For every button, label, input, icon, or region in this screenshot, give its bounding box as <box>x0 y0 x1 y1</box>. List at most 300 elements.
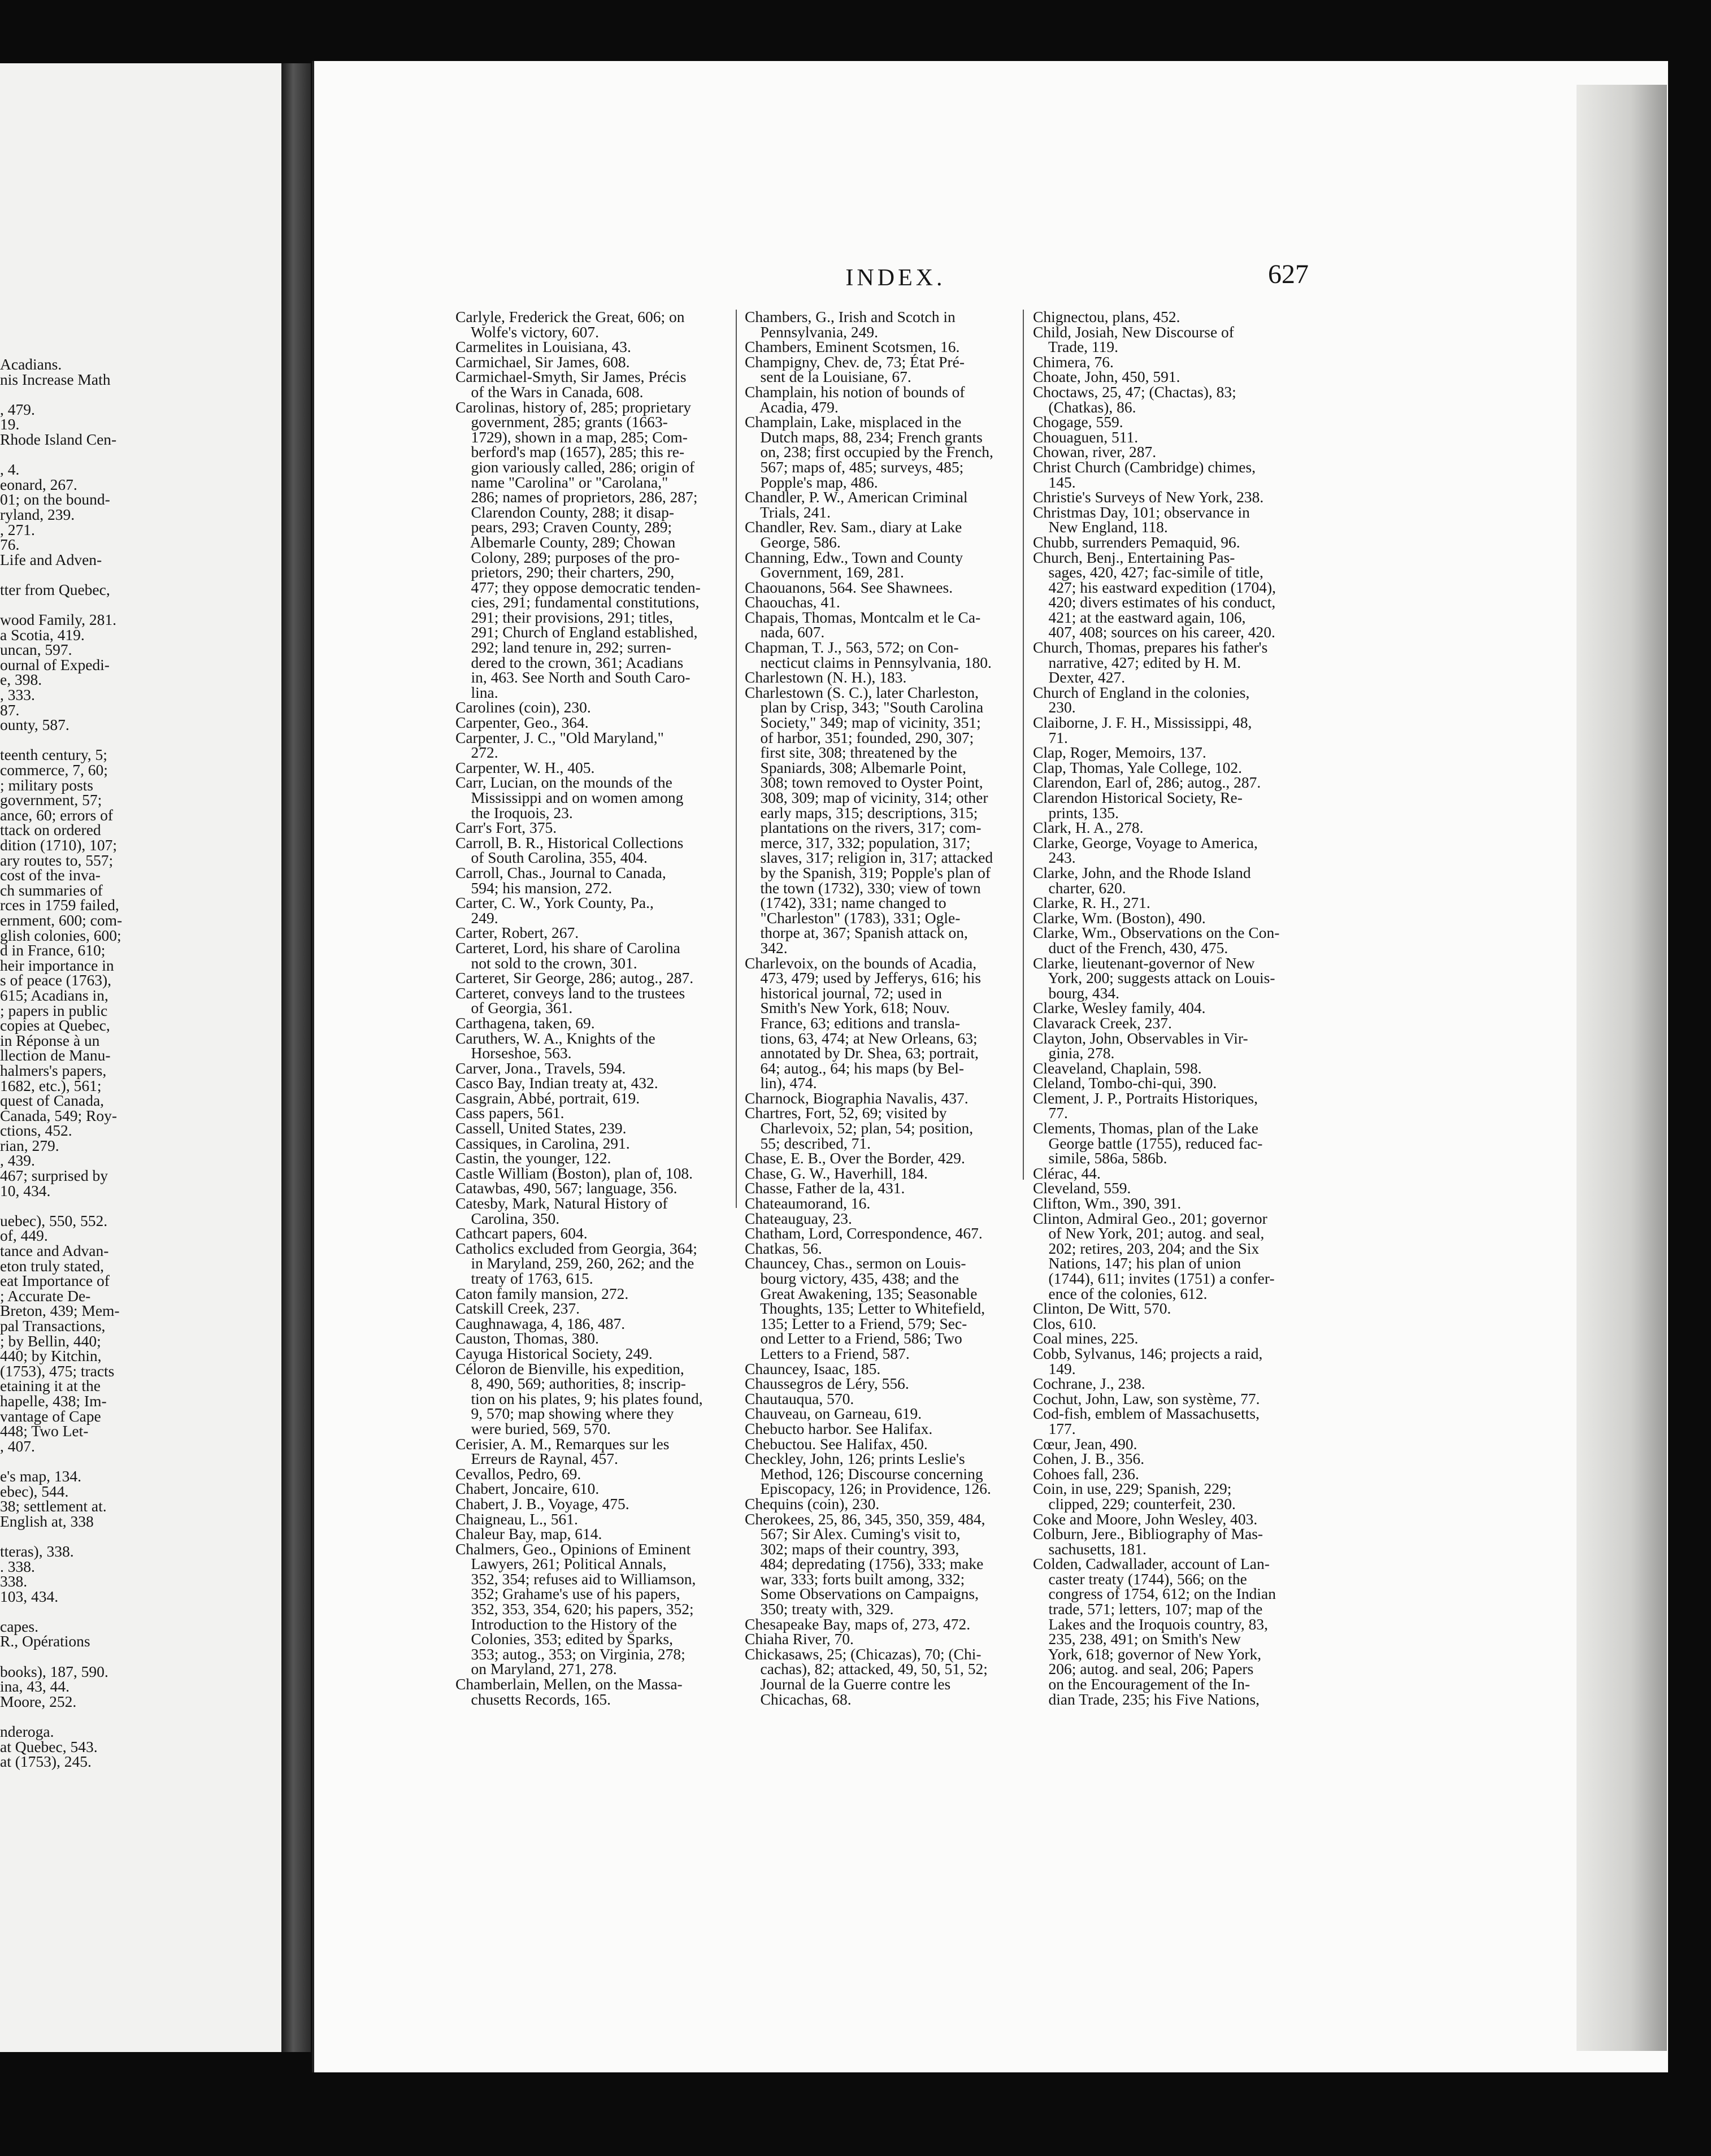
left-page-line: dition (1710), 107; <box>0 836 118 854</box>
index-entry-line: Albemarle County, 289; Chowan <box>455 533 676 551</box>
index-entry-line: Chouaguen, 511. <box>1033 428 1139 446</box>
left-page-line: 440; by Kitchin, <box>0 1347 102 1365</box>
index-entry-line: treaty of 1763, 615. <box>455 1270 593 1287</box>
index-entry-line: Erreurs de Raynal, 457. <box>455 1450 618 1468</box>
index-entry-line: Chauncey, Chas., sermon on Louis- <box>745 1254 966 1272</box>
index-entry-line: sages, 420, 427; fac-simile of title, <box>1033 563 1263 581</box>
index-entry-line: Cochrane, J., 238. <box>1033 1375 1145 1393</box>
index-entry-line: (1742), 331; name changed to <box>745 894 946 912</box>
left-page-line: pal Transactions, <box>0 1317 106 1335</box>
index-entry-line: Clarendon Historical Society, Re- <box>1033 789 1243 806</box>
index-entry-line: Charlevoix, 52; plan, 54; position, <box>745 1119 974 1137</box>
left-page-line: a Scotia, 419. <box>0 625 85 644</box>
index-entry-line: Christie's Surveys of New York, 238. <box>1033 488 1264 506</box>
index-entry-line: 8, 490, 569; authorities, 8; inscrip- <box>455 1375 686 1393</box>
index-entry-line: Causton, Thomas, 380. <box>455 1329 599 1348</box>
index-entry-line: 484; depredating (1756), 333; make <box>745 1555 984 1573</box>
index-entry-line: Carthagena, taken, 69. <box>455 1014 595 1032</box>
index-entry-line: 352, 353, 354, 620; his papers, 352; <box>455 1600 694 1618</box>
index-entry-line: Chequins (coin), 230. <box>745 1494 880 1512</box>
left-page-line: , 479. <box>0 400 35 418</box>
left-page-line: ounty, 587. <box>0 716 70 734</box>
index-entry-line: necticut claims in Pennsylvania, 180. <box>745 653 992 671</box>
index-entry-line: Mississippi and on women among <box>455 789 684 806</box>
index-entry-line: (1744), 611; invites (1751) a confer- <box>1033 1270 1275 1287</box>
index-entry-line: Child, Josiah, New Discourse of <box>1033 323 1234 341</box>
index-entry-line: first site, 308; threatened by the <box>745 744 957 762</box>
index-entry-line: 135; Letter to a Friend, 579; Sec- <box>745 1314 967 1332</box>
index-entry-line: Chauveau, on Garneau, 619. <box>745 1405 922 1423</box>
index-entry-line: Cleland, Tombo-chi-qui, 390. <box>1033 1074 1217 1092</box>
left-page-line: capes. <box>0 1617 38 1635</box>
left-page-line: . 338. <box>0 1557 35 1575</box>
index-entry-line: tion on his plates, 9; his plates found, <box>455 1389 703 1407</box>
left-page-line: e's map, 134. <box>0 1467 81 1485</box>
index-entry-line: Channing, Edw., Town and County <box>745 548 963 566</box>
index-entry-line: berford's map (1657), 285; this re- <box>455 443 685 461</box>
index-entry-line: sachusetts, 181. <box>1033 1540 1147 1558</box>
left-page-line: , 333. <box>0 686 35 704</box>
left-page-line: 448; Two Let- <box>0 1422 89 1440</box>
index-entry-line: Cassell, United States, 239. <box>455 1119 627 1137</box>
index-entry-line: Chase, E. B., Over the Border, 429. <box>745 1149 965 1167</box>
index-entry-line: Chandler, Rev. Sam., diary at Lake <box>745 518 962 536</box>
index-entry-line: 206; autog. and seal, 206; Papers <box>1033 1660 1254 1678</box>
index-entry-line: Chebucto harbor. See Halifax. <box>745 1419 933 1437</box>
index-entry-line: Acadia, 479. <box>745 398 839 416</box>
index-entry-line: Carroll, Chas., Journal to Canada, <box>455 863 666 881</box>
index-entry-line: on the Encouragement of the In- <box>1033 1675 1250 1693</box>
index-entry-line: 302; maps of their country, 393, <box>745 1540 959 1558</box>
index-entry-line: Chiaha River, 70. <box>745 1630 854 1648</box>
index-entry-line: Smith's New York, 618; Nouv. <box>745 999 950 1017</box>
index-entry-line: 291; their provisions, 291; titles, <box>455 608 673 626</box>
index-entry-line: Clarke, lieutenant-governor of New <box>1033 954 1255 972</box>
index-entry-line: Chateauguay, 23. <box>745 1209 852 1227</box>
index-entry-line: Trade, 119. <box>1033 338 1119 356</box>
index-entry-line: Clayton, John, Observables in Vir- <box>1033 1029 1248 1047</box>
index-entry-line: 235, 238, 491; on Smith's New <box>1033 1630 1241 1648</box>
index-entry-line: Coke and Moore, John Wesley, 403. <box>1033 1510 1258 1528</box>
index-entry-line: Clos, 610. <box>1033 1314 1097 1332</box>
index-entry-line: 202; retires, 203, 204; and the Six <box>1033 1239 1260 1257</box>
index-entry-line: Chebuctou. See Halifax, 450. <box>745 1435 928 1453</box>
left-page-line: 19. <box>0 415 20 433</box>
index-entry-line: Cobb, Sylvanus, 146; projects a raid, <box>1033 1344 1263 1362</box>
page-number: 627 <box>1268 259 1309 289</box>
index-entry-line: in, 463. See North and South Caro- <box>455 668 691 686</box>
index-entry-line: Carlyle, Frederick the Great, 606; on <box>455 308 685 325</box>
index-entry-line: Chautauqua, 570. <box>745 1389 854 1407</box>
index-entry-line: Chicachas, 68. <box>745 1690 852 1708</box>
index-entry-line: Clérac, 44. <box>1033 1164 1101 1182</box>
index-entry-line: Chartres, Fort, 52, 69; visited by <box>745 1104 947 1122</box>
index-entry-line: 352; Grahame's use of his papers, <box>455 1585 680 1603</box>
index-entry-line: government, 285; grants (1663- <box>455 413 668 431</box>
left-page-line: 103, 434. <box>0 1587 59 1605</box>
index-entry-line: York, 618; governor of New York, <box>1033 1645 1262 1663</box>
left-page-line <box>0 1454 271 1469</box>
index-entry-line: by the Spanish, 319; Popple's plan of <box>745 863 991 881</box>
index-entry-line: 149. <box>1033 1359 1076 1377</box>
left-page-line: , 4. <box>0 460 20 479</box>
index-entry-line: York, 200; suggests attack on Louis- <box>1033 969 1275 987</box>
index-entry-line: Trials, 241. <box>745 503 831 521</box>
left-page-line <box>0 1198 271 1214</box>
index-entry-line: Carpenter, W. H., 405. <box>455 758 595 776</box>
index-entry-line: war, 333; forts built among, 332; <box>745 1570 965 1588</box>
index-entry-line: 249. <box>455 909 498 927</box>
index-entry-line: Champlain, Lake, misplaced in the <box>745 413 962 431</box>
index-entry-line: of South Carolina, 355, 404. <box>455 849 648 867</box>
left-page-line: eonard, 267. <box>0 475 77 493</box>
index-entry-line: 71. <box>1033 728 1068 746</box>
index-entry-line: nada, 607. <box>745 623 825 641</box>
left-page-line: ryland, 239. <box>0 505 75 523</box>
left-page-line: tter from Quebec, <box>0 580 110 598</box>
left-page-line: at (1753), 245. <box>0 1753 92 1771</box>
left-page-line: rian, 279. <box>0 1136 59 1154</box>
index-entry-line: Colonies, 353; edited by Sparks, <box>455 1630 673 1648</box>
column-divider <box>736 310 737 1208</box>
index-entry-line: Chauncey, Isaac, 185. <box>745 1359 881 1377</box>
index-entry-line: Carter, C. W., York County, Pa., <box>455 894 654 912</box>
index-entry-line: Chasse, Father de la, 431. <box>745 1179 905 1197</box>
index-entry-line: Céloron de Bienville, his expedition, <box>455 1359 684 1377</box>
index-entry-line: 477; they oppose democratic tenden- <box>455 578 701 596</box>
index-entry-line: New England, 118. <box>1033 518 1168 536</box>
index-entry-line: Catholics excluded from Georgia, 364; <box>455 1239 697 1257</box>
index-entry-line: Church, Thomas, prepares his father's <box>1033 638 1268 657</box>
left-page-line: in Réponse à un <box>0 1031 100 1049</box>
left-page-line: , 271. <box>0 520 35 538</box>
index-entry-line: plan by Crisp, 343; "South Carolina <box>745 698 984 716</box>
index-entry-line: Carolines (coin), 230. <box>455 698 591 716</box>
left-page-line: s of peace (1763), <box>0 971 111 989</box>
left-page-line: ary routes to, 557; <box>0 851 114 869</box>
index-entry-line: 272. <box>455 744 498 762</box>
index-entry-line: Champlain, his notion of bounds of <box>745 382 965 401</box>
index-entry-line: prietors, 290; their charters, 290, <box>455 563 675 581</box>
book-gutter-shadow <box>281 63 311 2052</box>
index-entry-line: Chase, G. W., Haverhill, 184. <box>745 1164 928 1182</box>
index-entry-line: Chatham, Lord, Correspondence, 467. <box>745 1224 983 1242</box>
left-page-line <box>0 447 271 463</box>
index-entry-line: Chaigneau, L., 561. <box>455 1510 578 1528</box>
index-column-1 <box>455 310 727 1707</box>
index-entry-line: Carmelites in Louisiana, 43. <box>455 338 631 356</box>
index-entry-line: Christmas Day, 101; observance in <box>1033 503 1250 521</box>
index-entry-line: 473, 479; used by Jefferys, 616; his <box>745 969 982 987</box>
left-page-line: 76. <box>0 536 20 554</box>
left-page-line: (1753), 475; tracts <box>0 1362 115 1380</box>
index-entry-line: of Georgia, 361. <box>455 999 573 1017</box>
index-entry-line: 353; autog., 353; on Virginia, 278; <box>455 1645 685 1663</box>
index-entry-line: tions, 63, 474; at New Orleans, 63; <box>745 1029 978 1047</box>
index-entry-line: 407, 408; sources on his career, 420. <box>1033 623 1275 641</box>
index-entry-line: bourg, 434. <box>1033 984 1120 1002</box>
left-page-line: , 407. <box>0 1437 35 1455</box>
index-entry-line: Charnock, Biographia Navalis, 437. <box>745 1089 969 1107</box>
column-divider <box>1023 310 1024 1180</box>
index-entry-line: ond Letter to a Friend, 586; Two <box>745 1329 962 1348</box>
index-entry-line: Great Awakening, 135; Seasonable <box>745 1284 978 1302</box>
index-entry-line: Clement, J. P., Portraits Historiques, <box>1033 1089 1258 1107</box>
index-entry-line: Caton family mansion, 272. <box>455 1284 629 1302</box>
left-page-line: cost of the inva- <box>0 866 101 884</box>
index-entry-line: Chogage, 559. <box>1033 413 1123 431</box>
index-entry-line: Coin, in use, 229; Spanish, 229; <box>1033 1480 1232 1498</box>
left-page-line: eat Importance of <box>0 1272 110 1290</box>
left-page-line: government, 57; <box>0 791 102 809</box>
index-entry-line: Cerisier, A. M., Remarques sur les <box>455 1435 670 1453</box>
index-entry-line: Clavarack Creek, 237. <box>1033 1014 1172 1032</box>
index-entry-line: Horseshoe, 563. <box>455 1044 572 1062</box>
index-entry-line: caster treaty (1744), 566; on the <box>1033 1570 1247 1588</box>
index-entry-line: simile, 586a, 586b. <box>1033 1149 1167 1167</box>
left-page-line: 87. <box>0 701 20 719</box>
index-entry-line: Chimera, 76. <box>1033 353 1114 371</box>
index-entry-line: Chickasaws, 25; (Chicazas), 70; (Chi- <box>745 1645 982 1663</box>
left-page-line <box>0 387 271 402</box>
index-entry-line: Carpenter, J. C., "Old Maryland," <box>455 728 664 746</box>
left-page-line: books), 187, 590. <box>0 1662 108 1680</box>
index-entry-line: Cochut, John, Law, son système, 77. <box>1033 1389 1260 1407</box>
index-entry-line: sent de la Louisiane, 67. <box>745 368 911 386</box>
index-entry-line: Chaouanons, 564. See Shawnees. <box>745 578 953 596</box>
index-entry-line: 427; his eastward expedition (1704), <box>1033 578 1276 596</box>
index-entry-line: Clarendon County, 288; it disap- <box>455 503 675 521</box>
index-entry-line: Lawyers, 261; Political Annals, <box>455 1555 667 1573</box>
index-entry-line: 308, 309; map of vicinity, 314; other <box>745 789 988 806</box>
index-entry-line: Cathcart papers, 604. <box>455 1224 588 1242</box>
index-entry-line: Chaussegros de Léry, 556. <box>745 1375 909 1393</box>
index-entry-line: duct of the French, 430, 475. <box>1033 938 1228 957</box>
index-entry-line: Christ Church (Cambridge) chimes, <box>1033 458 1256 476</box>
index-entry-line: 145. <box>1033 473 1076 491</box>
left-page-line: etaining it at the <box>0 1377 101 1395</box>
index-entry-line: Colburn, Jere., Bibliography of Mas- <box>1033 1525 1263 1543</box>
left-page-line: ch summaries of <box>0 881 103 899</box>
index-entry-line: Cleaveland, Chaplain, 598. <box>1033 1059 1202 1077</box>
left-page-line: uncan, 597. <box>0 641 72 659</box>
index-entry-line: Thoughts, 135; Letter to Whitefield, <box>745 1299 985 1318</box>
index-entry-line: Chalmers, Geo., Opinions of Eminent <box>455 1540 691 1558</box>
index-entry-line: of New York, 201; autog. and seal, <box>1033 1224 1265 1242</box>
index-entry-line: Chabert, J. B., Voyage, 475. <box>455 1494 629 1512</box>
index-entry-line: bourg victory, 435, 438; and the <box>745 1270 959 1287</box>
left-page-line: 615; Acadians in, <box>0 986 108 1004</box>
index-entry-line: Chandler, P. W., American Criminal <box>745 488 968 506</box>
left-page-line: English at, 338 <box>0 1512 94 1530</box>
index-entry-line: 55; described, 71. <box>745 1134 871 1152</box>
index-entry-line: in Maryland, 259, 260, 262; and the <box>455 1254 694 1272</box>
index-entry-line: Charlestown (N. H.), 183. <box>745 668 907 686</box>
index-entry-line: Chowan, river, 287. <box>1033 443 1157 461</box>
left-page-line: ctions, 452. <box>0 1122 72 1140</box>
index-entry-line: Carteret, Lord, his share of Carolina <box>455 938 680 957</box>
index-entry-line: Caughnawaga, 4, 186, 487. <box>455 1314 626 1332</box>
index-entry-line: Spaniards, 308; Albemarle Point, <box>745 758 966 776</box>
index-entry-line: Catesby, Mark, Natural History of <box>455 1194 668 1212</box>
left-page-line: eton truly stated, <box>0 1257 105 1275</box>
index-entry-line: Castin, the younger, 122. <box>455 1149 611 1167</box>
index-entry-line: 292; land tenure in, 292; surren- <box>455 638 671 657</box>
index-entry-line: 243. <box>1033 849 1076 867</box>
index-entry-line: Society," 349; map of vicinity, 351; <box>745 714 981 732</box>
index-entry-line: (Chatkas), 86. <box>1033 398 1136 416</box>
left-page-line: 467; surprised by <box>0 1167 108 1185</box>
index-entry-line: Chatkas, 56. <box>745 1239 822 1257</box>
left-page-line: at Quebec, 543. <box>0 1737 98 1755</box>
left-page-line: ernment, 600; com- <box>0 911 123 929</box>
left-page-line <box>0 1529 271 1544</box>
index-entry-line: Cleveland, 559. <box>1033 1179 1131 1197</box>
index-entry-line: Casgrain, Abbé, portrait, 619. <box>455 1089 640 1107</box>
left-page-line: 1682, etc.), 561; <box>0 1076 102 1094</box>
left-page-line: ttack on ordered <box>0 821 101 839</box>
index-entry-line: Carmichael, Sir James, 608. <box>455 353 630 371</box>
index-entry-line: were buried, 569, 570. <box>455 1419 611 1437</box>
index-entry-line: Cohen, J. B., 356. <box>1033 1450 1145 1468</box>
index-entry-line: Castle William (Boston), plan of, 108. <box>455 1164 693 1182</box>
index-entry-line: on Maryland, 271, 278. <box>455 1660 617 1678</box>
index-entry-line: Cod-fish, emblem of Massachusetts, <box>1033 1405 1260 1423</box>
left-page-line: Breton, 439; Mem- <box>0 1302 120 1320</box>
index-entry-line: Pennsylvania, 249. <box>745 323 879 341</box>
left-page-line: , 439. <box>0 1151 35 1170</box>
index-entry-line: Carolinas, history of, 285; proprietary <box>455 398 691 416</box>
index-entry-line: Cass papers, 561. <box>455 1104 564 1122</box>
index-entry-line: 342. <box>745 938 788 957</box>
left-page-line: ournal of Expedi- <box>0 655 110 673</box>
index-entry-line: 64; autog., 64; his maps (by Bel- <box>745 1059 965 1077</box>
index-entry-line: Carteret, conveys land to the trustees <box>455 984 685 1002</box>
index-entry-line: Some Observations on Campaigns, <box>745 1585 979 1603</box>
left-page-line <box>0 567 271 583</box>
left-page-line <box>0 598 271 613</box>
left-page-line <box>0 1709 271 1724</box>
left-page-line: rces in 1759 failed, <box>0 896 119 914</box>
index-entry-line: early maps, 315; descriptions, 315; <box>745 803 978 821</box>
left-page-line: Canada, 549; Roy- <box>0 1106 117 1124</box>
index-entry-line: Carr's Fort, 375. <box>455 819 557 837</box>
index-entry-line: dered to the crown, 361; Acadians <box>455 653 684 671</box>
left-page-line: R., Opérations <box>0 1632 90 1650</box>
index-entry-line: Clements, Thomas, plan of the Lake <box>1033 1119 1258 1137</box>
left-page-line: ; military posts <box>0 776 93 794</box>
index-entry-line: Carter, Robert, 267. <box>455 924 579 942</box>
index-entry-line: slaves, 317; religion in, 317; attacked <box>745 849 993 867</box>
index-entry-line: ence of the colonies, 612. <box>1033 1284 1208 1302</box>
index-entry-line: historical journal, 72; used in <box>745 984 943 1002</box>
index-entry-line: 352, 354; refuses aid to Williamson, <box>455 1570 696 1588</box>
index-entry-line: Journal de la Guerre contre les <box>745 1675 951 1693</box>
index-entry-line: Cœur, Jean, 490. <box>1033 1435 1137 1453</box>
index-entry-line: Carolina, 350. <box>455 1209 560 1227</box>
index-entry-line: 308; town removed to Oyster Point, <box>745 773 983 792</box>
index-entry-line: not sold to the crown, 301. <box>455 954 637 972</box>
index-entry-line: 567; Sir Alex. Cuming's visit to, <box>745 1525 961 1543</box>
left-page-line <box>0 733 271 748</box>
left-page-line: 338. <box>0 1572 28 1590</box>
running-head: INDEX. <box>845 265 946 291</box>
index-entry-line: prints, 135. <box>1033 803 1119 821</box>
left-page-line: 01; on the bound- <box>0 490 110 508</box>
left-page-line: heir importance in <box>0 956 114 974</box>
index-entry-line: Carr, Lucian, on the mounds of the <box>455 773 672 792</box>
index-entry-line: chusetts Records, 165. <box>455 1690 611 1708</box>
index-entry-line: 594; his mansion, 272. <box>455 879 613 897</box>
left-page-line: 38; settlement at. <box>0 1497 107 1515</box>
left-page-line: uebec), 550, 552. <box>0 1211 108 1229</box>
index-column-2 <box>745 310 1022 1707</box>
left-page-line <box>0 1604 271 1619</box>
index-entry-line: Wolfe's victory, 607. <box>455 323 600 341</box>
index-entry-line: name "Carolina" or "Carolana," <box>455 473 668 491</box>
index-entry-line: Carroll, B. R., Historical Collections <box>455 833 684 851</box>
index-entry-line: Chambers, Eminent Scotsmen, 16. <box>745 338 960 356</box>
index-entry-line: Colony, 289; purposes of the pro- <box>455 548 680 566</box>
index-entry-line: 1729), shown in a map, 285; Com- <box>455 428 688 446</box>
index-entry-line: Cassiques, in Carolina, 291. <box>455 1134 630 1152</box>
left-page-line: 10, 434. <box>0 1181 51 1199</box>
index-entry-line: of the Wars in Canada, 608. <box>455 382 644 401</box>
index-entry-line: of harbor, 351; founded, 290, 307; <box>745 728 974 746</box>
index-entry-line: gion variously called, 286; origin of <box>455 458 695 476</box>
index-entry-line: Casco Bay, Indian treaty at, 432. <box>455 1074 658 1092</box>
index-entry-line: Chubb, surrenders Pemaquid, 96. <box>1033 533 1240 551</box>
index-entry-line: Checkley, John, 126; prints Leslie's <box>745 1450 965 1468</box>
index-entry-line: clipped, 229; counterfeit, 230. <box>1033 1494 1236 1512</box>
left-page-line: ance, 60; errors of <box>0 806 114 824</box>
index-entry-line: 420; divers estimates of his conduct, <box>1033 593 1276 611</box>
index-entry-line: Clifton, Wm., 390, 391. <box>1033 1194 1182 1212</box>
index-entry-line: Letters to a Friend, 587. <box>745 1344 910 1362</box>
index-entry-line: Clarke, John, and the Rhode Island <box>1033 863 1251 881</box>
left-page-line: of, 449. <box>0 1227 48 1245</box>
index-entry-line: lin), 474. <box>745 1074 817 1092</box>
index-entry-line: lina. <box>455 683 498 701</box>
left-page-line: Moore, 252. <box>0 1692 77 1710</box>
left-page-line: glish colonies, 600; <box>0 926 121 944</box>
index-entry-line: Clarke, George, Voyage to America, <box>1033 833 1258 851</box>
index-entry-line: Church, Benj., Entertaining Pas- <box>1033 548 1235 566</box>
index-entry-line: Carver, Jona., Travels, 594. <box>455 1059 626 1077</box>
index-entry-line: Chapman, T. J., 563, 572; on Con- <box>745 638 959 657</box>
index-entry-line: Charlestown (S. C.), later Charleston, <box>745 683 979 701</box>
index-entry-line: Cherokees, 25, 86, 345, 350, 359, 484, <box>745 1510 985 1528</box>
index-entry-line: the town (1732), 330; view of town <box>745 879 981 897</box>
index-entry-line: Clarke, Wesley family, 404. <box>1033 999 1206 1017</box>
index-entry-line: 177. <box>1033 1419 1076 1437</box>
index-entry-line: Clarendon, Earl of, 286; autog., 287. <box>1033 773 1261 792</box>
index-entry-line: 291; Church of England established, <box>455 623 698 641</box>
index-entry-line: cachas), 82; attacked, 49, 50, 51, 52; <box>745 1660 988 1678</box>
left-page-text-column <box>0 357 271 1770</box>
index-entry-line: France, 63; editions and transla- <box>745 1014 961 1032</box>
index-entry-line: Clinton, De Witt, 570. <box>1033 1299 1171 1318</box>
left-page-line: Life and Adven- <box>0 550 102 568</box>
index-entry-line: plantations on the rivers, 317; com- <box>745 819 982 837</box>
index-entry-line: Dexter, 427. <box>1033 668 1126 686</box>
index-entry-line: Clinton, Admiral Geo., 201; governor <box>1033 1209 1267 1227</box>
index-entry-line: the Iroquois, 23. <box>455 803 573 821</box>
left-page-line <box>0 1649 271 1664</box>
left-page-line: ; papers in public <box>0 1001 108 1019</box>
index-entry-line: 567; maps of, 485; surveys, 485; <box>745 458 964 476</box>
left-page-line: wood Family, 281. <box>0 611 116 629</box>
